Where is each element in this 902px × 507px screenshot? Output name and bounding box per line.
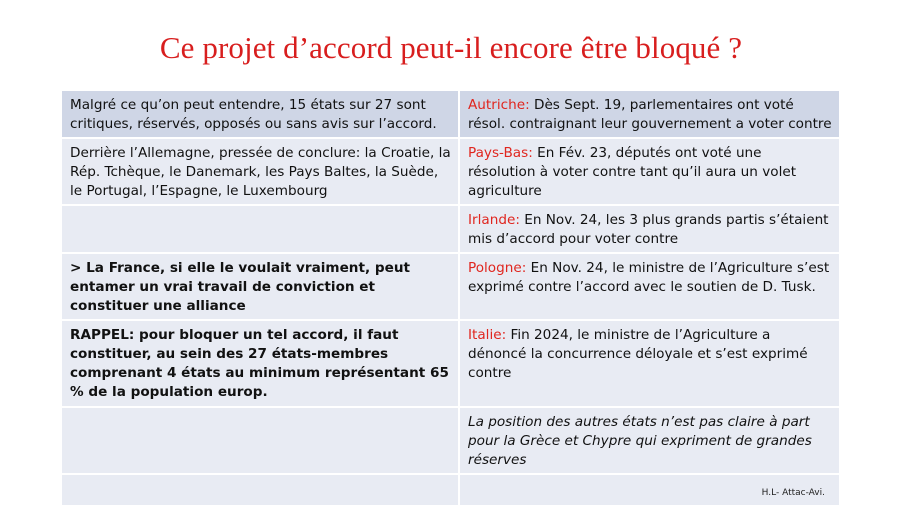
table-row xyxy=(61,138,840,205)
cell-right: La position des autres états n’est pas claire à part pour la Grèce et Chypre qui expriment de grandes réserves xyxy=(459,407,840,474)
country-note: Fin 2024, le ministre de l’Agriculture a dénoncé la concurrence déloyale et s’est exprimé contre xyxy=(468,327,808,381)
country-note: En Nov. 24, les 3 plus grands partis s’étaient mis d’accord pour voter contre xyxy=(468,212,829,247)
cell-right xyxy=(459,474,840,506)
country-name: Pays-Bas: xyxy=(468,145,533,161)
table-row xyxy=(61,474,840,506)
slide-title: Ce projet d’accord peut-il encore être bloqué ? xyxy=(159,30,743,65)
cell-right xyxy=(459,138,840,205)
cell-left: Derrière l’Allemagne, pressée de conclure: la Croatie, la Rép. Tchèque, le Danemark, les Pays Baltes, la Suède, le Portugal, l’Espagne, le Luxembourg xyxy=(61,138,459,205)
country-name: Italie: xyxy=(468,327,507,343)
cell-right xyxy=(459,90,840,138)
country-name: Pologne: xyxy=(468,260,527,276)
cell-left xyxy=(61,205,459,253)
table-row xyxy=(61,205,840,253)
cell-right xyxy=(459,205,840,253)
table-row xyxy=(61,90,840,138)
country-note: En Fév. 23, députés ont voté une résolution à voter contre tant qu’il aura un volet agriculture xyxy=(468,145,797,199)
author-credit: H.L- Attac-Avi. xyxy=(761,488,825,498)
country-note: En Nov. 24, le ministre de l’Agriculture s’est exprimé contre l’accord avec le soutien de D. Tusk. xyxy=(468,260,830,295)
table-row xyxy=(61,253,840,320)
cell-left: Malgré ce qu’on peut entendre, 15 états sur 27 sont critiques, réservés, opposés ou sans avis sur l’accord. xyxy=(61,90,459,138)
cell-left: > La France, si elle le voulait vraiment, peut entamer un vrai travail de conviction et constituer une alliance xyxy=(61,253,459,320)
country-name: Autriche: xyxy=(468,97,530,113)
cell-left xyxy=(61,474,459,506)
country-note: Dès Sept. 19, parlementaires ont voté résol. contraignant leur gouvernement a voter contre xyxy=(468,97,832,132)
cell-left: RAPPEL: pour bloquer un tel accord, il faut constituer, au sein des 27 états-membres comprenant 4 états au minimum représentant 65 % de la population europ. xyxy=(61,320,459,407)
countries-table xyxy=(60,89,841,507)
cell-left xyxy=(61,407,459,474)
cell-right xyxy=(459,253,840,320)
table-row xyxy=(61,320,840,407)
country-name: Irlande: xyxy=(468,212,520,228)
cell-right xyxy=(459,320,840,407)
table-row xyxy=(61,407,840,474)
